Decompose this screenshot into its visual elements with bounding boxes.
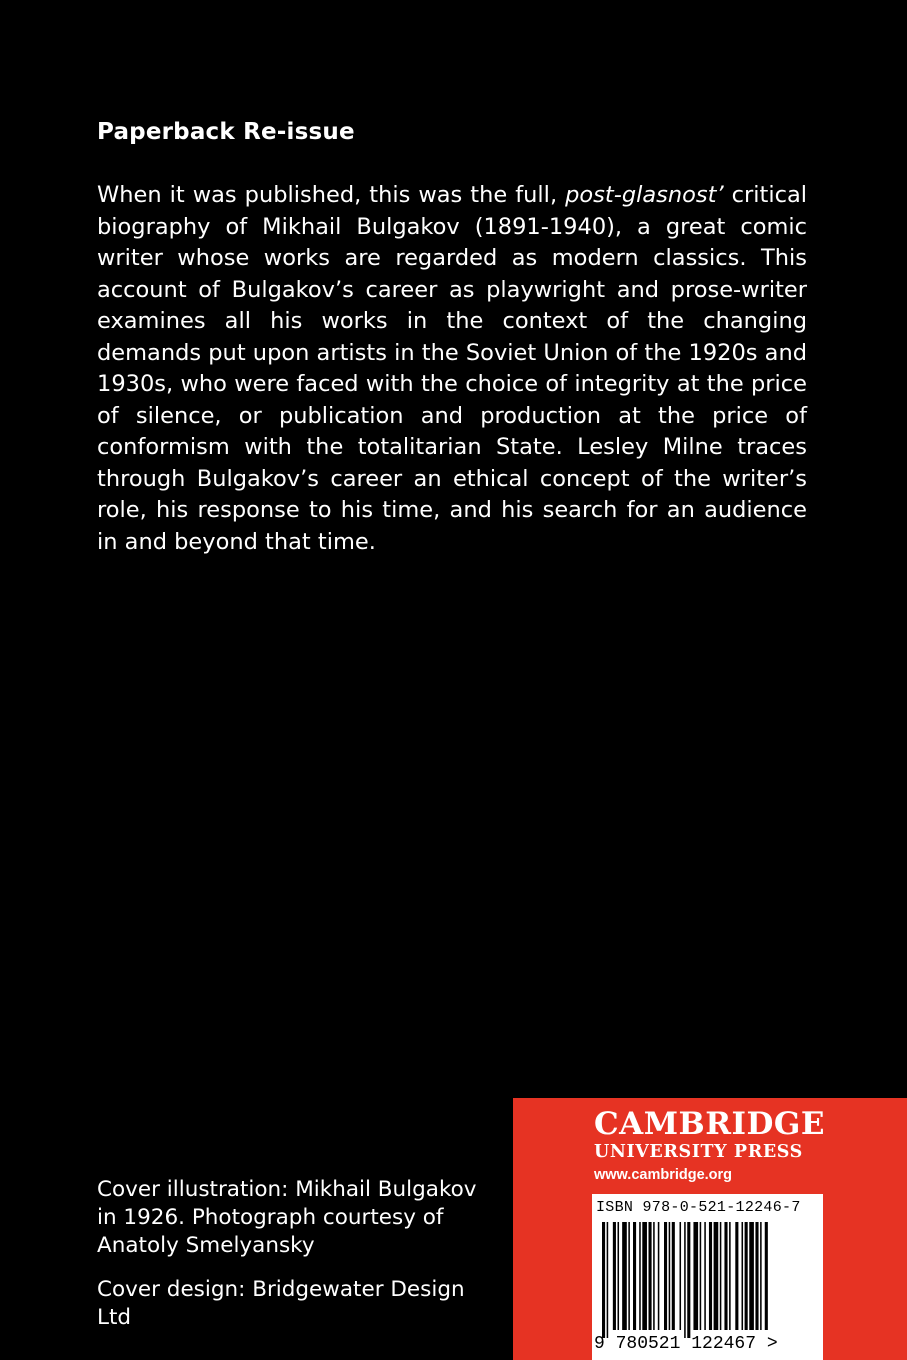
barcode-bar	[613, 1222, 616, 1330]
barcode-bar	[658, 1222, 660, 1330]
publisher-panel	[513, 1098, 907, 1360]
barcode-bar	[729, 1222, 731, 1330]
barcode-bar	[687, 1222, 690, 1338]
barcode-bar	[735, 1222, 738, 1330]
barcode-bar	[700, 1222, 702, 1330]
section-heading: Paperback Re-issue	[97, 119, 355, 145]
publisher-subtitle: UNIVERSITY PRESS	[594, 1142, 803, 1162]
barcode-bar	[709, 1222, 712, 1330]
barcode-bar	[765, 1222, 768, 1330]
publisher-website: www.cambridge.org	[594, 1167, 733, 1183]
barcode-bar	[628, 1222, 630, 1330]
barcode-bar	[618, 1222, 620, 1330]
description-paragraph	[97, 180, 807, 558]
barcode-bar	[653, 1222, 655, 1330]
barcode-digits: 9 780521 122467 >	[594, 1334, 778, 1354]
barcode-bar	[714, 1222, 719, 1330]
publisher-name: CAMBRIDGE	[594, 1106, 825, 1142]
barcode-bar	[693, 1222, 698, 1330]
barcode-bar	[633, 1222, 636, 1330]
description-text-end: critical biography of Mikhail Bulgakov (1891-1940), a great comic writer whose works are regarded as modern classics. This account of Bulgakov’s career as playwright and prose-writer examines all his works in the context of the changing demands put upon artists in the Soviet Union of the 1920s and 1930s, who were faced with the choice of integrity at the price of silence, or publication and production at the price of conformism with the totalitarian State. Lesley Milne traces through Bulgakov’s career an ethical concept of the writer’s role, his response to his time, and his search for an audience in and beyond that time.	[97, 182, 807, 555]
barcode-bar	[724, 1222, 727, 1330]
cover-illustration-credit: Cover illustration: Mikhail Bulgakov in 1926. Photograph courtesy of Anatoly Smelyansky	[97, 1177, 477, 1258]
barcode-block	[592, 1194, 823, 1360]
cover-credits	[97, 1176, 497, 1332]
barcode-bar	[745, 1222, 748, 1330]
barcode-bar	[669, 1222, 671, 1330]
barcode-bar	[607, 1222, 609, 1338]
barcode-bar	[760, 1222, 762, 1330]
barcode-bar	[742, 1222, 744, 1330]
description-italic-term: post-glasnost’	[565, 182, 724, 208]
barcode-bar	[720, 1222, 722, 1330]
cover-design-credit: Cover design: Bridgewater Design Ltd	[97, 1277, 465, 1330]
barcode-bar	[642, 1222, 647, 1330]
barcode-bar	[684, 1222, 686, 1338]
barcode-bar	[680, 1222, 682, 1330]
barcode-bar	[672, 1222, 675, 1330]
barcode-bar	[749, 1222, 754, 1330]
barcode-bar	[704, 1222, 706, 1330]
barcode-bar	[755, 1222, 758, 1330]
isbn-label: ISBN 978-0-521-12246-7	[596, 1199, 801, 1216]
barcode-bar	[639, 1222, 641, 1330]
barcode-bar	[622, 1222, 627, 1330]
barcode-bar	[664, 1222, 667, 1330]
barcode-bar	[602, 1222, 605, 1338]
description-text-start: When it was published, this was the full,	[97, 182, 566, 208]
barcode-bar	[649, 1222, 652, 1330]
